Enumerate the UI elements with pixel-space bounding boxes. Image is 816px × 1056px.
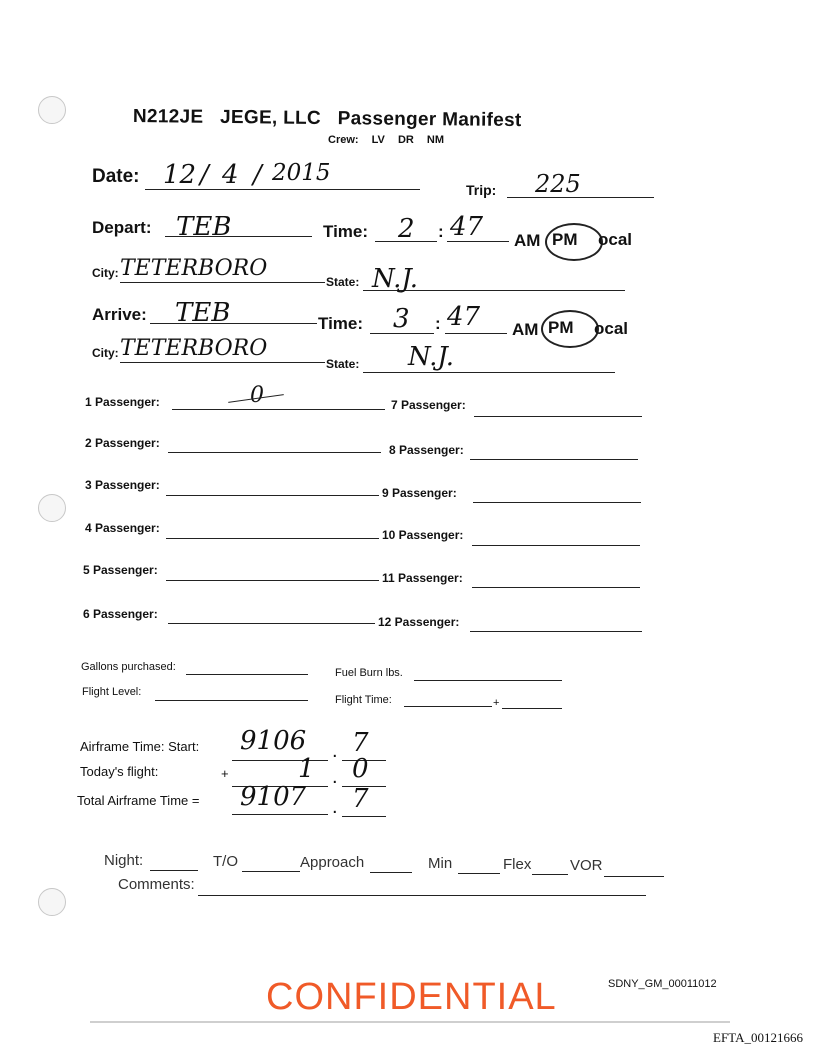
passenger-9-label: 9 Passenger:	[382, 486, 457, 500]
passenger-2-label: 2 Passenger:	[85, 436, 160, 450]
bates-number: SDNY_GM_00011012	[608, 978, 717, 990]
manifest-title	[133, 106, 522, 132]
arrive-local-label: ocal	[594, 319, 629, 338]
today-flight-whole[interactable]: 1	[298, 754, 315, 784]
passenger-1-value[interactable]: 0	[250, 383, 264, 408]
passenger-10-label: 10 Passenger:	[382, 528, 464, 542]
crew-member: LV	[371, 134, 385, 146]
takeoff-line	[242, 871, 300, 872]
comments-line	[198, 895, 646, 896]
crew-line	[328, 134, 444, 146]
flight-time-plus: +	[493, 697, 500, 709]
date-year[interactable]: 2015	[272, 160, 331, 186]
depart-state[interactable]: N.J.	[372, 264, 419, 294]
vor-line	[604, 876, 664, 877]
gallons-purchased-label: Gallons purchased:	[81, 661, 176, 673]
date-month[interactable]: 12	[163, 160, 197, 190]
arrive-city[interactable]: TETERBORO	[120, 336, 268, 361]
total-airframe-dot: .	[332, 796, 338, 818]
binder-hole-bottom	[38, 888, 66, 916]
today-flight-label: Today's flight:	[80, 764, 159, 779]
arrive-state-line	[363, 372, 615, 373]
depart-city-line	[120, 282, 325, 283]
total-airframe-tenth-line	[342, 816, 386, 817]
passenger-2-line	[168, 452, 381, 453]
passenger-4-line	[166, 538, 379, 539]
today-flight-dot: .	[332, 766, 338, 788]
night-label: Night:	[104, 852, 144, 869]
comments-label: Comments:	[118, 876, 195, 893]
total-airframe-whole-line	[232, 814, 328, 815]
total-airframe-whole[interactable]: 9107	[240, 782, 307, 812]
passenger-12-label: 12 Passenger:	[378, 615, 460, 629]
passenger-7-line	[474, 416, 642, 417]
passenger-5-label: 5 Passenger:	[83, 563, 158, 577]
arrive-am-option[interactable]: AM	[512, 320, 539, 339]
crew-member: NM	[426, 134, 444, 146]
arrive-state[interactable]: N.J.	[408, 342, 455, 372]
flex-line	[532, 874, 568, 875]
passenger-12-line	[470, 631, 642, 632]
depart-city-label: City:	[92, 266, 119, 280]
arrive-city-line	[120, 362, 325, 363]
trip-label: Trip:	[466, 182, 497, 198]
passenger-5-line	[166, 580, 379, 581]
arrive-minute-line	[445, 333, 507, 334]
arrive-colon: :	[435, 314, 441, 333]
tail-number: N212JE	[132, 106, 204, 128]
airframe-start-label: Airframe Time: Start:	[80, 739, 200, 754]
passenger-7-label: 7 Passenger:	[391, 398, 466, 412]
total-airframe-label: Total Airframe Time =	[77, 793, 200, 808]
arrive-city-label: City:	[92, 346, 119, 360]
depart-minute[interactable]: 47	[450, 212, 484, 242]
efta-number: EFTA_00121666	[713, 1030, 803, 1045]
depart-hour[interactable]: 2	[398, 214, 415, 244]
binder-hole-middle	[38, 494, 66, 522]
passenger-10-line	[472, 545, 640, 546]
arrive-label: Arrive:	[92, 305, 147, 324]
confidential-stamp: CONFIDENTIAL	[266, 976, 557, 1018]
flight-level-line	[155, 700, 308, 701]
airframe-start-dot: .	[332, 740, 338, 762]
vor-label: VOR	[570, 857, 603, 874]
depart-am-option[interactable]: AM	[514, 231, 541, 250]
fuel-burn-line	[414, 680, 562, 681]
trip-number[interactable]: 225	[535, 170, 581, 198]
depart-airport[interactable]: TEB	[176, 212, 232, 242]
depart-local-label: ocal	[598, 230, 633, 249]
passenger-9-line	[473, 502, 641, 503]
depart-city[interactable]: TETERBORO	[120, 256, 268, 281]
form-title: Passenger Manifest	[337, 108, 522, 132]
approach-label: Approach	[300, 854, 365, 871]
depart-state-label: State:	[326, 275, 360, 289]
page-bottom-edge	[90, 1021, 730, 1023]
min-line	[458, 873, 500, 874]
arrive-airport[interactable]: TEB	[175, 298, 231, 328]
flight-time-hours-line	[404, 706, 492, 707]
depart-colon: :	[438, 222, 444, 241]
arrive-time-label: Time:	[318, 314, 364, 333]
night-line	[150, 870, 198, 871]
depart-pm-option[interactable]: PM	[552, 230, 578, 249]
passenger-11-label: 11 Passenger:	[382, 571, 463, 585]
arrive-hour[interactable]: 3	[393, 304, 410, 334]
date-day[interactable]: 4	[222, 160, 239, 190]
date-separator: /	[200, 160, 209, 190]
passenger-3-label: 3 Passenger:	[85, 478, 160, 492]
airframe-start-whole[interactable]: 9106	[240, 726, 307, 756]
takeoff-label: T/O	[213, 853, 238, 870]
airframe-start-tenth[interactable]: 7	[352, 728, 369, 758]
flight-level-label: Flight Level:	[82, 686, 142, 698]
fuel-burn-label: Fuel Burn lbs.	[335, 667, 403, 679]
passenger-8-line	[470, 459, 638, 460]
passenger-6-line	[168, 623, 375, 624]
min-label: Min	[428, 855, 453, 872]
date-label: Date:	[92, 166, 140, 187]
arrive-state-label: State:	[326, 357, 360, 371]
passenger-8-label: 8 Passenger:	[389, 443, 464, 457]
binder-hole-top	[38, 96, 66, 124]
total-airframe-tenth[interactable]: 7	[352, 784, 369, 814]
flight-time-label: Flight Time:	[335, 694, 392, 706]
today-flight-plus: +	[221, 766, 229, 781]
passenger-4-label: 4 Passenger:	[85, 521, 160, 535]
date-separator: /	[253, 160, 262, 190]
crew-member: DR	[397, 134, 414, 146]
crew-label: Crew:	[328, 134, 359, 146]
flight-time-tenths-line	[502, 708, 562, 709]
passenger-11-line	[472, 587, 640, 588]
arrive-pm-option[interactable]: PM	[548, 318, 574, 337]
arrive-minute[interactable]: 47	[447, 302, 481, 332]
company-name: JEGE, LLC	[219, 106, 322, 129]
today-flight-tenth[interactable]: 0	[352, 754, 369, 784]
flex-label: Flex	[503, 856, 532, 873]
passenger-6-label: 6 Passenger:	[83, 607, 158, 621]
passenger-1-line	[172, 409, 385, 410]
gallons-purchased-line	[186, 674, 308, 675]
depart-time-label: Time:	[323, 222, 369, 241]
passenger-1-label: 1 Passenger:	[85, 395, 160, 409]
depart-label: Depart:	[92, 218, 152, 237]
approach-line	[370, 872, 412, 873]
passenger-3-line	[166, 495, 379, 496]
